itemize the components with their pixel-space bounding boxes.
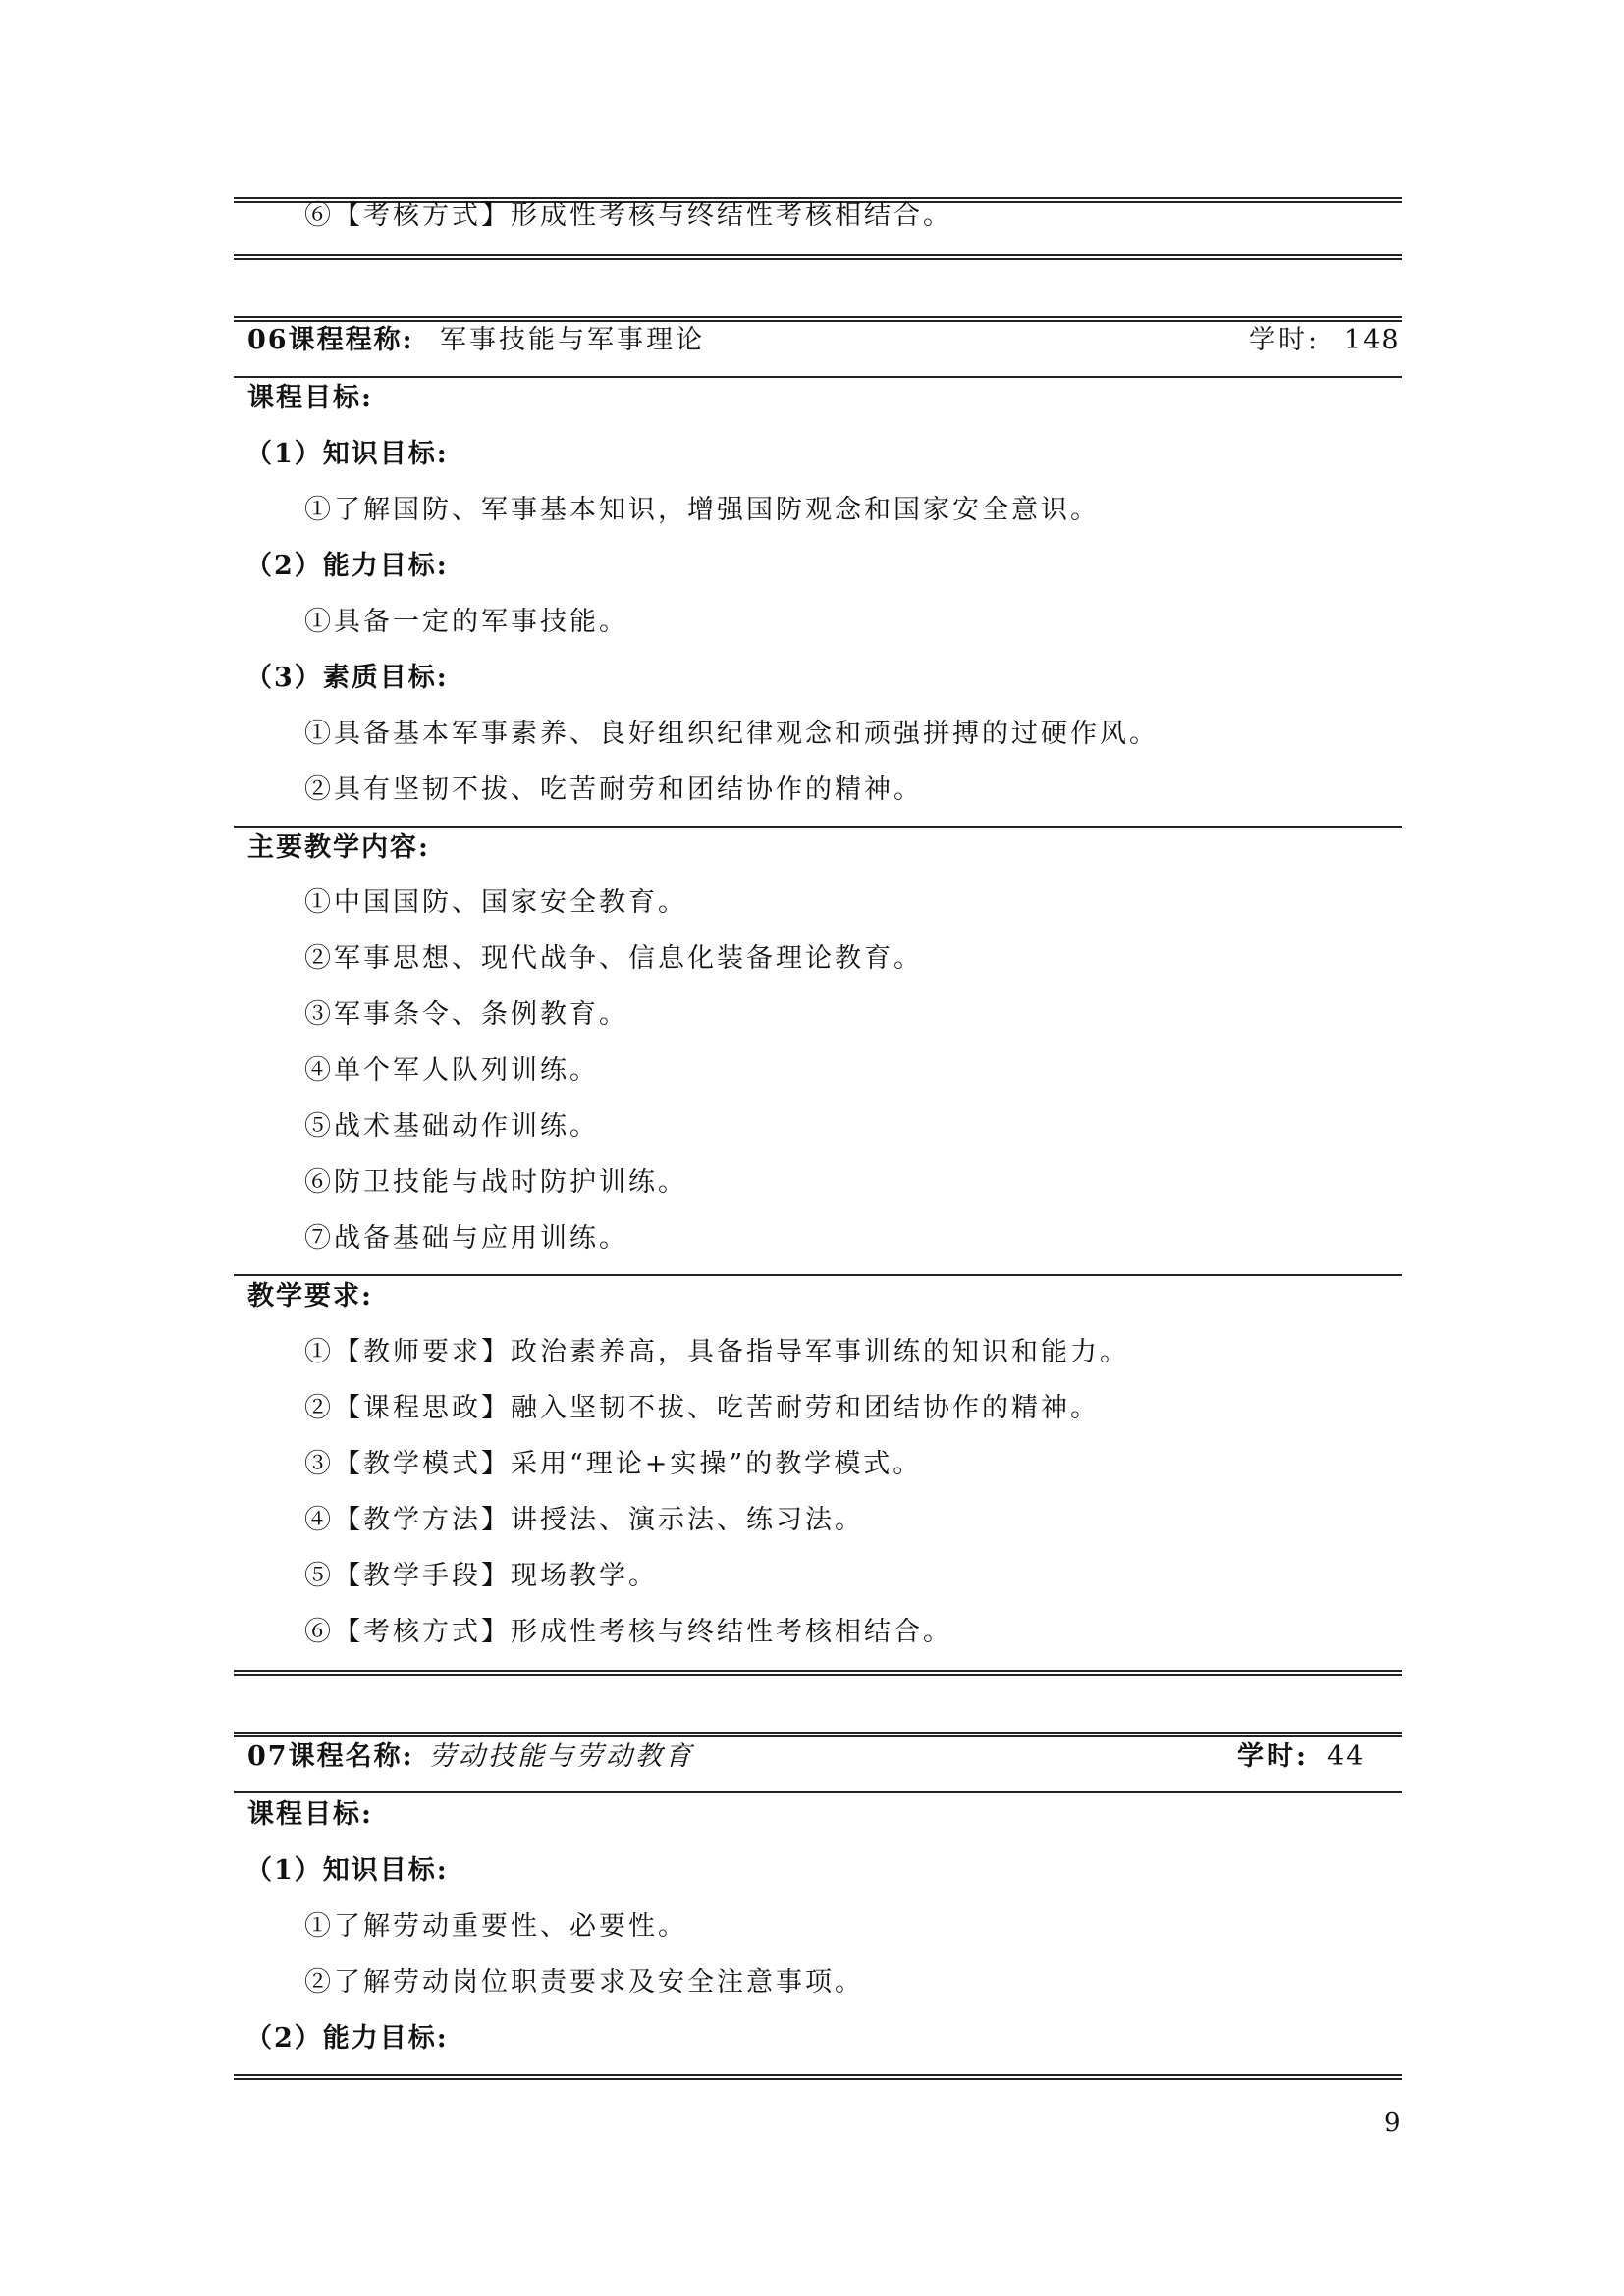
course06-content-item: ③军事条令、条例教育。 — [304, 999, 628, 1030]
course07-header-rule — [234, 1791, 1402, 1793]
course06-ability-item: ①具备一定的军事技能。 — [304, 607, 628, 637]
course06-content-item: ②军事思想、现代战争、信息化装备理论教育。 — [304, 943, 923, 974]
course06-hours-label: 学时: — [1249, 325, 1321, 355]
course06-hours: 148 — [1344, 325, 1401, 355]
course06-header — [247, 321, 1401, 360]
course06-content-rule — [234, 1274, 1402, 1276]
course06-content-item: ⑦战备基础与应用训练。 — [304, 1223, 628, 1254]
course07-name: 劳动技能与劳动教育 — [429, 1741, 694, 1772]
course06-content-item: ①中国国防、国家安全教育。 — [304, 887, 687, 918]
course06-knowledge-item: ①了解国防、军事基本知识，增强国防观念和国家安全意识。 — [304, 495, 1100, 525]
course06-requirement-item: ②【课程思政】融入坚韧不拔、吃苦耐劳和团结协作的精神。 — [304, 1393, 1100, 1423]
course06-name: 军事技能与军事理论 — [440, 325, 705, 355]
course07-knowledge-title: （1）知识目标: — [245, 1855, 449, 1886]
course07-knowledge-item: ②了解劳动岗位职责要求及安全注意事项。 — [304, 1967, 864, 1998]
course06-content-item: ④单个军人队列训练。 — [304, 1055, 599, 1086]
course07-ability-title: （2）能力目标: — [245, 2023, 449, 2054]
course07-knowledge-item: ①了解劳动重要性、必要性。 — [304, 1911, 687, 1942]
course07-header — [247, 1737, 1396, 1777]
course06-quality-title: （3）素质目标: — [245, 663, 449, 693]
course06-knowledge-title: （1）知识目标: — [245, 439, 449, 469]
course06-content-item: ⑤战术基础动作训练。 — [304, 1111, 599, 1142]
assessment-item: ⑥【考核方式】形成性考核与终结性考核相结合。 — [304, 200, 952, 231]
course07-hours-label: 学时: — [1237, 1741, 1309, 1772]
course06-goals-title: 课程目标: — [247, 383, 373, 413]
course06-bottom-rule — [234, 1670, 1402, 1676]
course06-header-rule — [234, 376, 1402, 378]
page-number: 9 — [1384, 2109, 1401, 2138]
course06-ability-title: （2）能力目标: — [245, 551, 449, 581]
course07-hours: 44 — [1327, 1741, 1366, 1772]
course06-requirement-item: ①【教师要求】政治素养高，具备指导军事训练的知识和能力。 — [304, 1337, 1129, 1367]
course06-content-item: ⑥防卫技能与战时防护训练。 — [304, 1167, 687, 1198]
course06-quality-item: ①具备基本军事素养、良好组织纪律观念和顽强拼搏的过硬作风。 — [304, 719, 1159, 749]
course06-requirement-item: ⑤【教学手段】现场教学。 — [304, 1561, 658, 1591]
course06-number-label: 06课程程称: — [247, 325, 414, 355]
course06-requirement-item: ④【教学方法】讲授法、演示法、练习法。 — [304, 1505, 864, 1535]
course06-goals-rule — [234, 826, 1402, 828]
course07-bottom-rule — [234, 2074, 1402, 2080]
course06-requirement-item: ⑥【考核方式】形成性考核与终结性考核相结合。 — [304, 1617, 952, 1647]
course06-content-title: 主要教学内容: — [247, 832, 430, 863]
course06-requirement-item: ③【教学模式】采用“理论+实操”的教学模式。 — [304, 1449, 923, 1479]
course07-goals-title: 课程目标: — [247, 1799, 373, 1830]
course06-quality-item: ②具有坚韧不拔、吃苦耐劳和团结协作的精神。 — [304, 774, 923, 805]
table-bottom-rule — [234, 254, 1402, 260]
course06-requirements-title: 教学要求: — [247, 1281, 373, 1311]
course07-number-label: 07课程名称: — [247, 1741, 414, 1772]
